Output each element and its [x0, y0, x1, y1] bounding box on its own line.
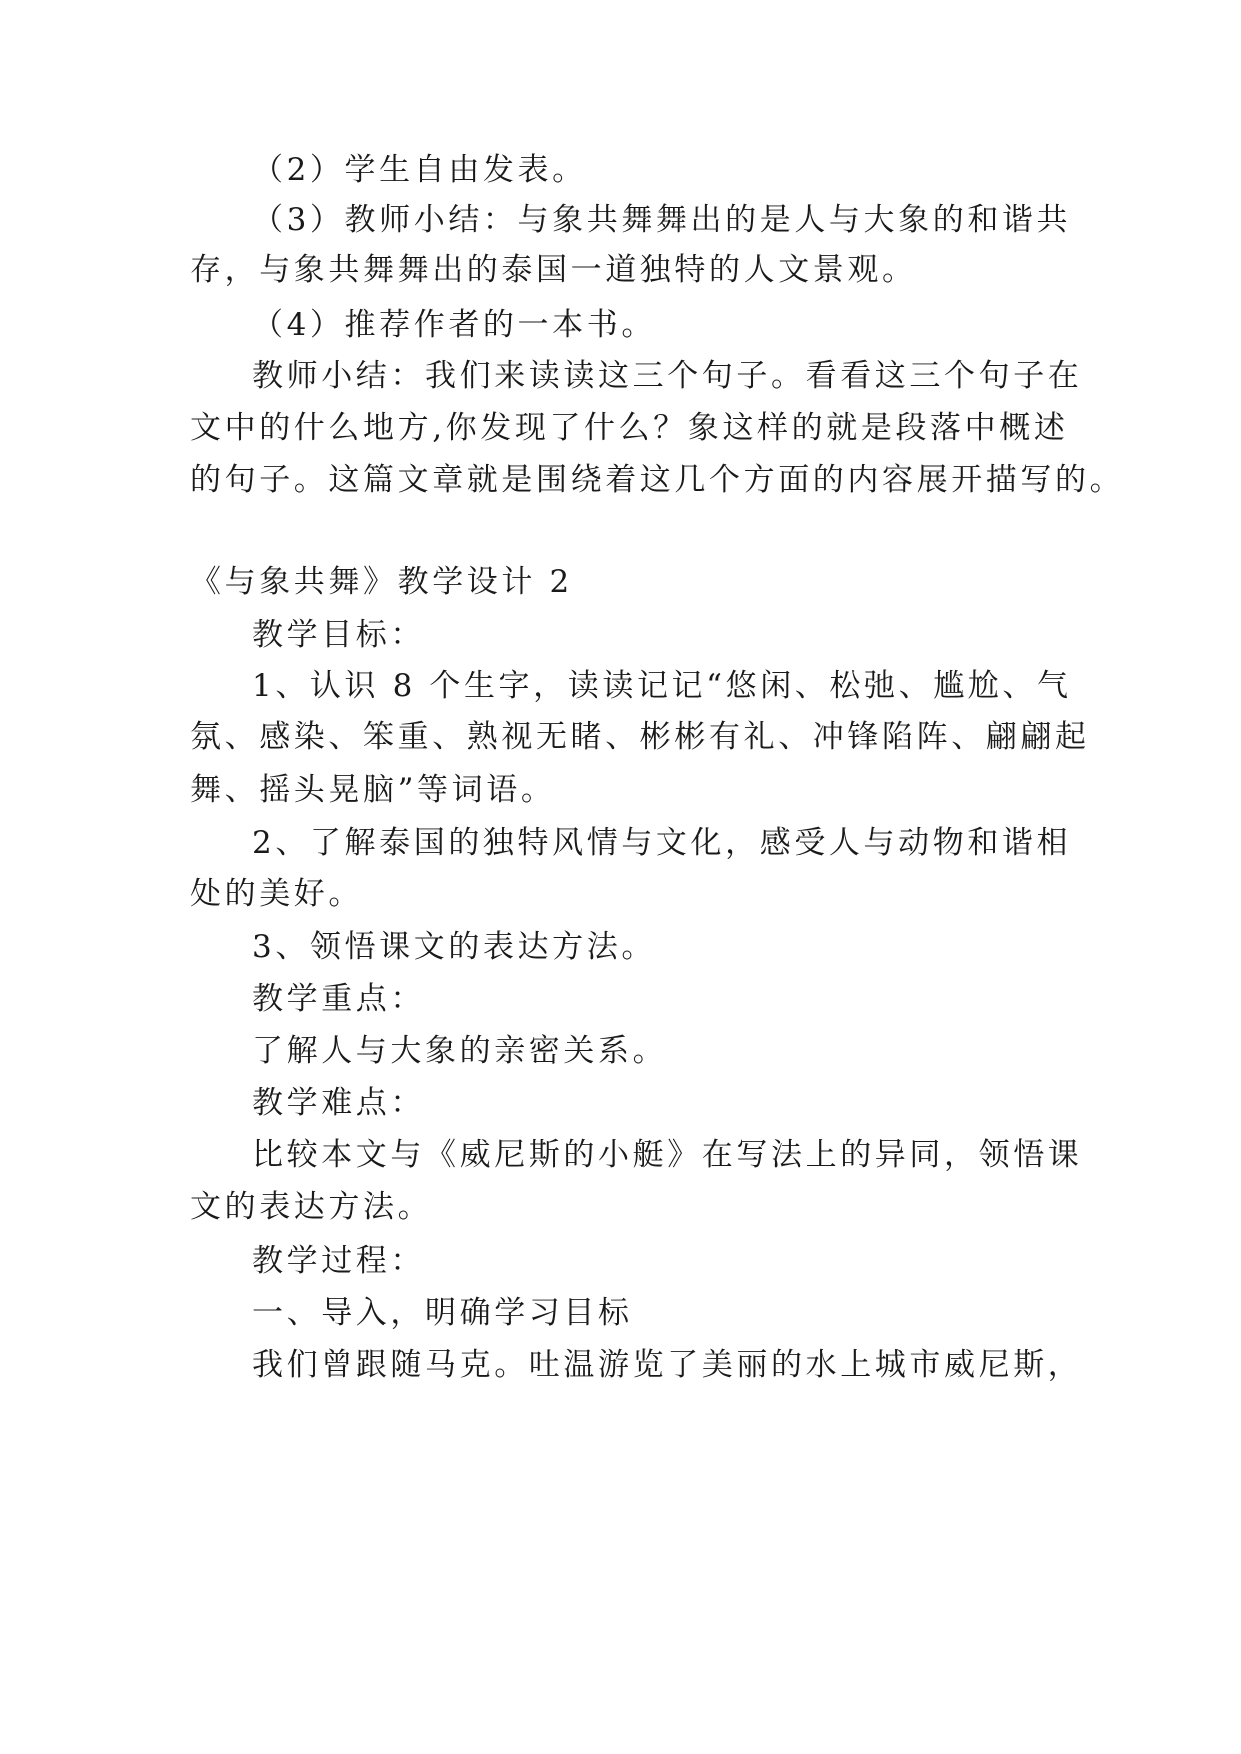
goal-1-line-2: 氛、感染、笨重、熟视无睹、彬彬有礼、冲锋陷阵、翩翩起	[190, 719, 1090, 755]
section-title: 《与象共舞》教学设计 2	[190, 564, 573, 600]
teacher-summary-line-2: 文中的什么地方,你发现了什么？象这样的就是段落中概述	[190, 410, 1069, 446]
difficult-points-heading: 教学难点：	[252, 1085, 425, 1121]
goal-2-line-1: 2、了解泰国的独特风情与文化，感受人与动物和谐相	[252, 825, 1072, 861]
teacher-summary-line-1: 教师小结：我们来读读这三个句子。看看这三个句子在	[252, 358, 1083, 394]
difficult-points-line-2: 文的表达方法。	[190, 1189, 433, 1225]
difficult-points-line-1: 比较本文与《威尼斯的小艇》在写法上的异同，领悟课	[252, 1137, 1083, 1173]
paragraph-step-3-line-1: （3）教师小结：与象共舞舞出的是人与大象的和谐共	[252, 202, 1072, 238]
key-points-heading: 教学重点：	[252, 981, 425, 1017]
teaching-goals-heading: 教学目标：	[252, 617, 425, 653]
goal-1-line-3: 舞、摇头晃脑”等词语。	[190, 772, 556, 808]
goal-3: 3、领悟课文的表达方法。	[252, 929, 656, 965]
paragraph-step-2: （2）学生自由发表。	[252, 152, 587, 188]
step-1-heading: 一、导入，明确学习目标	[252, 1295, 633, 1331]
key-points-text: 了解人与大象的亲密关系。	[252, 1033, 668, 1069]
goal-1-line-1: 1、认识 8 个生字，读读记记“悠闲、松弛、尴尬、气	[252, 668, 1072, 704]
paragraph-step-3-line-2: 存，与象共舞舞出的泰国一道独特的人文景观。	[190, 252, 917, 288]
step-1-text: 我们曾跟随马克。吐温游览了美丽的水上城市威尼斯，	[252, 1347, 1083, 1383]
teacher-summary-line-3: 的句子。这篇文章就是围绕着这几个方面的内容展开描写的。	[190, 462, 1125, 498]
teaching-process-heading: 教学过程：	[252, 1243, 425, 1279]
goal-2-line-2: 处的美好。	[190, 876, 363, 912]
paragraph-step-4: （4）推荐作者的一本书。	[252, 307, 656, 343]
